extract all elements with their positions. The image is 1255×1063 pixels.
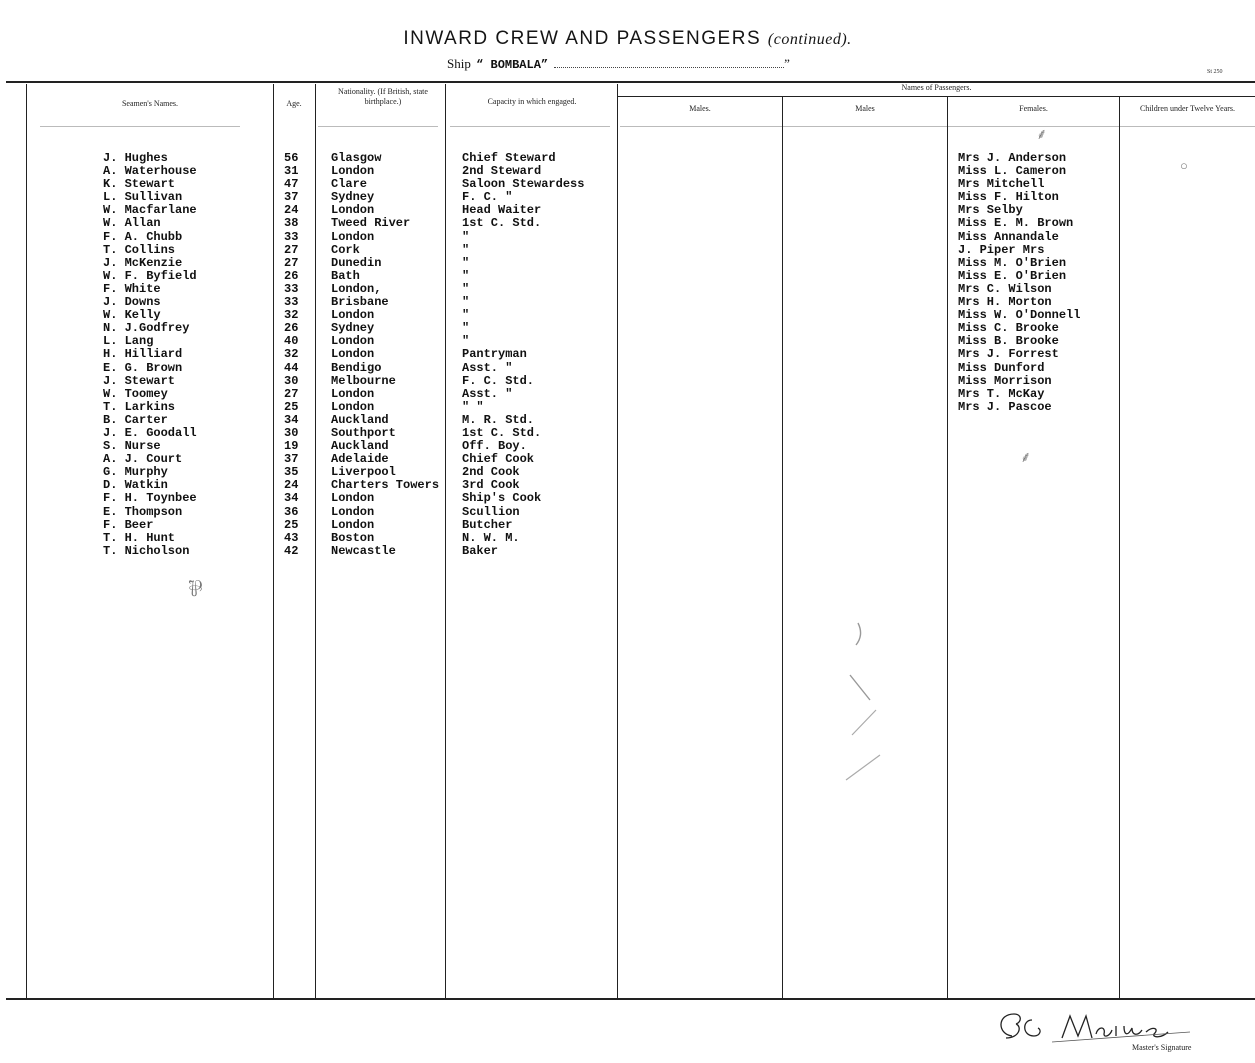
crew-age-cell: 26	[284, 321, 299, 336]
female-passenger-cell: Miss L. Cameron	[958, 164, 1067, 179]
crew-capacity-cell: "	[462, 255, 470, 270]
crew-nationality-cell: London	[331, 386, 375, 401]
col-rule-age	[273, 84, 274, 998]
crew-capacity-cell: Head Waiter	[462, 203, 542, 218]
crew-nationality-cell: Bendigo	[331, 360, 382, 375]
crew-age-cell: 24	[284, 203, 299, 218]
crew-name-cell: N. J.Godfrey	[103, 321, 190, 336]
crew-name-cell: T. Collins	[103, 242, 176, 257]
crew-nationality-column	[331, 152, 439, 558]
crew-age-cell: 34	[284, 491, 299, 506]
header-capacity: Capacity in which engaged.	[487, 97, 577, 106]
crew-name-cell: W. F. Byfield	[103, 268, 197, 283]
crew-age-cell: 19	[284, 439, 299, 454]
female-passenger-cell: Mrs J. Anderson	[958, 151, 1067, 165]
crew-age-cell: 43	[284, 530, 299, 545]
crew-nationality-cell: Sydney	[331, 190, 375, 205]
title-main: INWARD CREW AND PASSENGERS	[403, 28, 762, 49]
header-passengers: Names of Passengers.	[901, 83, 972, 92]
crew-nationality-cell: Boston	[331, 530, 375, 545]
ship-close-quote: ”	[784, 56, 790, 71]
crew-age-cell: 27	[284, 255, 299, 270]
female-passenger-cell: Miss E. M. Brown	[958, 216, 1074, 231]
crew-capacity-cell: Ship's Cook	[462, 491, 542, 506]
crew-capacity-cell: "	[462, 321, 470, 336]
crew-name-cell: H. Hilliard	[103, 347, 183, 362]
crew-name-cell: F. H. Toynbee	[103, 491, 197, 506]
female-passenger-cell: Miss B. Brooke	[958, 334, 1059, 349]
master-signature-image	[992, 1006, 1192, 1046]
crew-nationality-cell: Charters Towers	[331, 478, 440, 493]
crew-age-cell: 33	[284, 229, 299, 244]
female-passenger-cell: Miss E. O'Brien	[958, 268, 1067, 283]
crew-capacity-cell: "	[462, 242, 470, 257]
female-passenger-cell: Mrs H. Morton	[958, 295, 1052, 310]
crew-age-cell: 36	[284, 504, 299, 519]
female-passenger-cell: Miss Dunford	[958, 360, 1045, 375]
crew-nationality-cell: London	[331, 229, 375, 244]
crew-name-cell: B. Carter	[103, 412, 168, 427]
female-passenger-cell: Miss Annandale	[958, 229, 1059, 244]
crew-nationality-cell: Cork	[331, 242, 360, 257]
crew-name-cell: J. McKenzie	[103, 255, 183, 270]
col-rule-nat	[315, 84, 316, 998]
ship-line	[447, 56, 790, 72]
crew-name-cell: G. Murphy	[103, 465, 168, 480]
crew-capacity-cell: "	[462, 268, 470, 283]
female-passenger-cell: Mrs C. Wilson	[958, 281, 1052, 296]
crew-capacity-cell: M. R. Std.	[462, 412, 535, 427]
header-age: Age.	[286, 99, 302, 108]
crew-capacity-cell: 2nd Cook	[462, 465, 520, 480]
crew-name-cell: F. White	[103, 281, 161, 296]
female-passenger-cell: J. Piper Mrs	[958, 242, 1045, 257]
crew-name-cell: J. Stewart	[103, 373, 176, 388]
header-males-1: Males.	[689, 104, 711, 113]
crew-capacity-cell: 1st C. Std.	[462, 216, 542, 231]
crew-capacity-cell: "	[462, 295, 470, 310]
crew-age-cell: 33	[284, 281, 299, 296]
crew-name-cell: J. Hughes	[103, 151, 168, 165]
pencil-mark-circle: ○	[1180, 158, 1188, 173]
crew-age-cell: 31	[284, 164, 299, 179]
crew-capacity-column	[462, 152, 584, 558]
crew-age-cell: 33	[284, 295, 299, 310]
crew-name-cell: T. Nicholson	[103, 543, 190, 558]
crew-capacity-cell: F. C. "	[462, 190, 513, 205]
crew-capacity-cell: "	[462, 334, 470, 349]
crew-capacity-cell: 1st C. Std.	[462, 425, 542, 440]
crew-capacity-cell: Chief Cook	[462, 452, 535, 467]
crew-name-cell: E. G. Brown	[103, 360, 183, 375]
crew-name-cell: W. Macfarlane	[103, 203, 197, 218]
crew-nationality-cell: Melbourne	[331, 373, 396, 388]
header-underline-nat	[318, 126, 438, 127]
col-rule-females	[947, 97, 948, 998]
crew-capacity-cell: F. C. Std.	[462, 373, 535, 388]
crew-capacity-cell: 2nd Steward	[462, 164, 542, 179]
crew-age-cell: 47	[284, 177, 299, 192]
header-underline-passengers	[620, 126, 1255, 127]
col-rule-cap	[445, 84, 446, 998]
crew-nationality-cell: London	[331, 308, 375, 323]
crew-nationality-cell: Clare	[331, 177, 368, 192]
header-nationality: Nationality. (If British, state birthplace.)	[338, 87, 428, 106]
pencil-mark-fraction: ⅌	[188, 576, 203, 601]
crew-age-cell: 25	[284, 399, 299, 414]
crew-nationality-cell: London	[331, 399, 375, 414]
col-rule-males1	[617, 84, 618, 998]
form-title	[0, 28, 1255, 50]
ship-name: “ BOMBALA”	[476, 58, 549, 72]
female-passenger-cell: Mrs Mitchell	[958, 177, 1045, 192]
ship-dotted-line	[554, 59, 784, 68]
crew-nationality-cell: London	[331, 347, 375, 362]
crew-nationality-cell: London	[331, 517, 375, 532]
ship-label: Ship	[447, 56, 471, 71]
master-signature-caption: Master's Signature	[1132, 1043, 1192, 1052]
crew-capacity-cell: Butcher	[462, 517, 513, 532]
crew-nationality-cell: Adelaide	[331, 452, 389, 467]
crew-name-cell: J. E. Goodall	[103, 425, 197, 440]
pencil-strokes-icon	[840, 615, 890, 785]
crew-capacity-cell: Scullion	[462, 504, 520, 519]
crew-capacity-cell: "	[462, 229, 470, 244]
crew-age-cell: 30	[284, 373, 299, 388]
crew-name-cell: S. Nurse	[103, 439, 161, 454]
crew-name-cell: F. Beer	[103, 517, 154, 532]
female-passenger-cell: Mrs J. Forrest	[958, 347, 1059, 362]
crew-capacity-cell: " "	[462, 399, 484, 414]
crew-capacity-cell: "	[462, 308, 470, 323]
crew-name-cell: K. Stewart	[103, 177, 176, 192]
crew-age-cell: 24	[284, 478, 299, 493]
crew-age-cell: 35	[284, 465, 299, 480]
crew-nationality-cell: Sydney	[331, 321, 375, 336]
female-passengers-column	[958, 152, 1080, 414]
crew-name-cell: T. H. Hunt	[103, 530, 176, 545]
crew-name-cell: W. Toomey	[103, 386, 168, 401]
crew-capacity-cell: N. W. M.	[462, 530, 520, 545]
crew-age-cell: 37	[284, 452, 299, 467]
crew-age-cell: 37	[284, 190, 299, 205]
crew-name-cell: W. Kelly	[103, 308, 161, 323]
crew-nationality-cell: Liverpool	[331, 465, 396, 480]
passenger-header-rule	[618, 96, 1255, 97]
header-males-2: Males	[855, 104, 875, 113]
crew-capacity-cell: Asst. "	[462, 386, 513, 401]
crew-age-cell: 40	[284, 334, 299, 349]
crew-names-column	[103, 152, 197, 558]
table-bottom-rule	[6, 998, 1255, 1000]
crew-nationality-cell: London	[331, 203, 375, 218]
crew-capacity-cell: Baker	[462, 543, 499, 558]
crew-age-cell: 34	[284, 412, 299, 427]
female-passenger-cell: Mrs T. McKay	[958, 386, 1045, 401]
crew-name-cell: D. Watkin	[103, 478, 168, 493]
header-underline-names	[40, 126, 240, 127]
crew-name-cell: A. J. Court	[103, 452, 183, 467]
title-continued: (continued).	[767, 31, 852, 48]
crew-age-cell: 26	[284, 268, 299, 283]
crew-age-cell: 27	[284, 386, 299, 401]
crew-nationality-cell: London	[331, 164, 375, 179]
col-rule-children	[1119, 97, 1120, 998]
crew-nationality-cell: Dunedin	[331, 255, 382, 270]
crew-age-cell: 30	[284, 425, 299, 440]
crew-nationality-cell: Bath	[331, 268, 360, 283]
crew-name-cell: E. Thompson	[103, 504, 183, 519]
crew-age-cell: 32	[284, 308, 299, 323]
female-passenger-cell: Miss C. Brooke	[958, 321, 1059, 336]
crew-nationality-cell: Glasgow	[331, 151, 382, 165]
crew-age-cell: 56	[284, 151, 299, 165]
female-passenger-cell: Miss F. Hilton	[958, 190, 1059, 205]
header-females: Females.	[1019, 104, 1048, 113]
crew-capacity-cell: Off. Boy.	[462, 439, 527, 454]
col-rule-males2	[782, 97, 783, 998]
female-passenger-cell: Miss M. O'Brien	[958, 255, 1067, 270]
crew-nationality-cell: Southport	[331, 425, 396, 440]
crew-age-cell: 25	[284, 517, 299, 532]
crew-age-cell: 27	[284, 242, 299, 257]
crew-nationality-cell: London,	[331, 281, 382, 296]
pencil-mark-tick: ⸙	[1036, 126, 1048, 143]
form-number: St 250	[1207, 69, 1223, 75]
header-seamen: Seamen's Names.	[121, 99, 179, 108]
crew-name-cell: W. Allan	[103, 216, 161, 231]
crew-nationality-cell: London	[331, 491, 375, 506]
female-passenger-cell: Miss Morrison	[958, 373, 1052, 388]
crew-nationality-cell: London	[331, 504, 375, 519]
female-passenger-cell: Miss W. O'Donnell	[958, 308, 1081, 323]
crew-name-cell: F. A. Chubb	[103, 229, 183, 244]
col-rule-left	[26, 84, 27, 998]
crew-age-cell: 42	[284, 543, 299, 558]
crew-name-cell: T. Larkins	[103, 399, 176, 414]
crew-capacity-cell: Asst. "	[462, 360, 513, 375]
crew-name-cell: A. Waterhouse	[103, 164, 197, 179]
crew-name-cell: L. Lang	[103, 334, 154, 349]
crew-ages-column	[284, 152, 298, 558]
crew-age-cell: 32	[284, 347, 299, 362]
crew-capacity-cell: Saloon Stewardess	[462, 177, 585, 192]
crew-nationality-cell: Newcastle	[331, 543, 396, 558]
crew-capacity-cell: 3rd Cook	[462, 478, 520, 493]
crew-capacity-cell: Chief Steward	[462, 151, 556, 165]
female-passenger-cell: Mrs J. Pascoe	[958, 399, 1052, 414]
crew-age-cell: 44	[284, 360, 299, 375]
crew-name-cell: J. Downs	[103, 295, 161, 310]
pencil-mark-tick-2: ⸙	[1020, 449, 1032, 466]
crew-capacity-cell: Pantryman	[462, 347, 527, 362]
crew-nationality-cell: Auckland	[331, 412, 389, 427]
crew-capacity-cell: "	[462, 281, 470, 296]
crew-nationality-cell: Brisbane	[331, 295, 389, 310]
header-underline-cap	[450, 126, 610, 127]
crew-age-cell: 38	[284, 216, 299, 231]
female-passenger-cell: Mrs Selby	[958, 203, 1023, 218]
crew-nationality-cell: London	[331, 334, 375, 349]
crew-nationality-cell: Auckland	[331, 439, 389, 454]
crew-nationality-cell: Tweed River	[331, 216, 411, 231]
crew-name-cell: L. Sullivan	[103, 190, 183, 205]
header-children: Children under Twelve Years.	[1139, 104, 1236, 113]
